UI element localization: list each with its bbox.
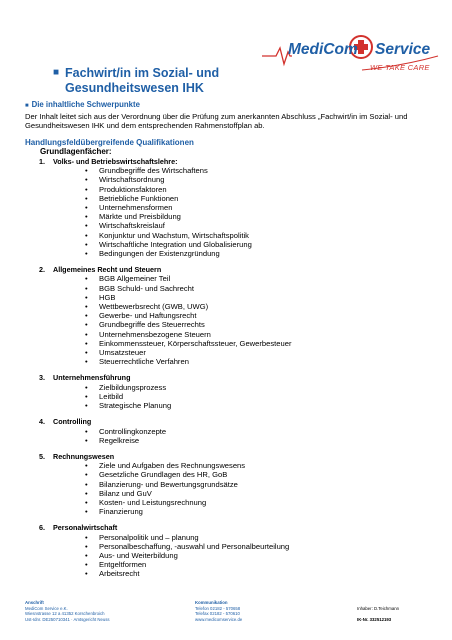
qualifications-subheading: Grundlagenfächer: [40, 146, 112, 156]
list-item: • Wirtschaftliche Integration und Globalisierung [85, 240, 430, 249]
module-items [85, 166, 430, 258]
module-title [25, 417, 430, 426]
module-number: 4. [39, 417, 45, 427]
module-section [25, 157, 430, 258]
title-line-2: Gesundheitswesen IHK [65, 81, 204, 95]
list-item: • Gewerbe- und Haftungsrecht [85, 311, 430, 320]
list-item: • Ziele und Aufgaben des Rechnungswesens [85, 461, 430, 470]
module-section [25, 265, 430, 366]
module-title-text: Controlling [53, 417, 92, 427]
intro-text: Der Inhalt leitet sich aus der Verordnung über die Prüfung zum anerkannten Abschluss „Fachwirt/in im Sozial- und Gesundheitswesen IHK und dem entsprechenden Rahmenstoffplan ab. [25, 112, 408, 131]
list-item: • Konjunktur und Wachstum, Wirtschaftspolitik [85, 231, 430, 240]
list-item: • Leitbild [85, 392, 430, 401]
list-item: • Strategische Planung [85, 401, 430, 410]
module-items [85, 274, 430, 366]
list-item: • Entgeltformen [85, 560, 430, 569]
list-item: • Grundbegriffe des Wirtschaftens [85, 166, 430, 175]
module-items [85, 427, 430, 445]
module-section [25, 523, 430, 578]
footer-owner [357, 600, 399, 622]
module-title-text: Personalwirtschaft [53, 523, 118, 533]
footer-phone: Telefon 02182 - 570658 [195, 605, 241, 611]
list-item: • Wirtschaftsordnung [85, 175, 430, 184]
footer-communication-heading: Kommunikation [195, 600, 228, 605]
module-title-text: Unternehmensführung [53, 373, 131, 383]
footer-fax: Telefax 02182 - 570610 [195, 611, 240, 616]
module-title [25, 157, 430, 166]
footer-ik-number: IK-Nr. 332512193 [357, 616, 392, 622]
module-title-text: Rechnungswesen [53, 451, 115, 461]
page-title [53, 66, 265, 96]
list-item: • Controllingkonzepte [85, 427, 430, 436]
list-item: • Gesetzliche Grundlagen des HR, GoB [85, 470, 430, 479]
footer-address-line: MediCom Service e.K. [25, 605, 68, 611]
footer-owner-name: Inhaber: D.Teichmann [357, 605, 400, 611]
module-section [25, 417, 430, 445]
module-number: 1. [39, 157, 45, 167]
square-bullet-icon: ■ [53, 67, 60, 78]
list-item: • Bilanzierung- und Bewertungsgrundsätze [85, 480, 430, 489]
footer-website: www.medicomservice.de [195, 616, 243, 622]
qualifications-heading: Handlungsfeldübergreifende Qualifikationen [25, 137, 194, 147]
list-item: • Personalpolitik und – planung [85, 533, 430, 542]
list-item: • Unternehmensbezogene Steuern [85, 330, 430, 339]
list-item: • Regelkreise [85, 436, 430, 445]
footer-address-line: Wiesnstrasse 12 a 41352 Korschenbroich [25, 611, 105, 616]
list-item: • Märkte und Preisbildung [85, 212, 430, 221]
title-line-1: Fachwirt/in im Sozial- und [65, 66, 220, 80]
logo-tagline: WE TAKE CARE [370, 63, 430, 72]
document-body [25, 100, 430, 586]
footer-communication [195, 600, 242, 622]
intro-heading [25, 100, 430, 111]
list-item: • Arbeitsrecht [85, 569, 430, 578]
list-item: • Bilanz und GuV [85, 489, 430, 498]
module-title [25, 452, 430, 461]
module-number: 6. [39, 523, 45, 533]
list-item: • Grundbegriffe des Steuerrechts [85, 320, 430, 329]
module-number: 2. [39, 265, 45, 275]
square-bullet-icon: ■ [25, 103, 29, 109]
module-title [25, 265, 430, 274]
list-item: • Kosten- und Leistungsrechnung [85, 498, 430, 507]
module-items [85, 461, 430, 516]
list-item: • Zielbildungsprozess [85, 383, 430, 392]
module-items [85, 533, 430, 579]
list-item: • Unternehmensformen [85, 203, 430, 212]
list-item: • Umsatzsteuer [85, 348, 430, 357]
list-item: • Aus- und Weiterbildung [85, 551, 430, 560]
list-item: • Produktionsfaktoren [85, 185, 430, 194]
list-item: • Personalbeschaffung, -auswahl und Personalbeurteilung [85, 542, 430, 551]
module-items [85, 383, 430, 411]
logo-text-right: Service [375, 41, 431, 58]
module-title [25, 373, 430, 382]
list-item: • Steuerrechtliche Verfahren [85, 357, 430, 366]
list-item: • BGB Allgemeiner Teil [85, 274, 430, 283]
medicom-logo [262, 26, 440, 78]
module-title-text: Volks- und Betriebswirtschaftslehre: [53, 157, 178, 167]
footer-address-line: Ust-Idnr. DE250710341 · Amtsgericht Neuss [25, 616, 110, 622]
list-item: • Wirtschaftskreislauf [85, 221, 430, 230]
list-item: • HGB [85, 293, 430, 302]
module-section [25, 373, 430, 410]
logo-text-left: MediCom [288, 41, 358, 58]
list-item: • Einkommenssteuer, Körperschaftssteuer, Gewerbesteuer [85, 339, 430, 348]
list-item: • Finanzierung [85, 507, 430, 516]
list-item: • BGB Schuld- und Sachrecht [85, 284, 430, 293]
list-item: • Wettbewerbsrecht (GWB, UWG) [85, 302, 430, 311]
intro-heading-text: Die inhaltliche Schwerpunkte [31, 100, 140, 109]
module-title [25, 523, 430, 532]
list-item: • Betriebliche Funktionen [85, 194, 430, 203]
module-number: 3. [39, 373, 45, 383]
module-list [25, 157, 430, 579]
module-section [25, 452, 430, 516]
module-number: 5. [39, 451, 45, 461]
footer-address [25, 600, 110, 622]
footer-address-heading: Anschrift [25, 600, 44, 605]
module-title-text: Allgemeines Recht und Steuern [53, 265, 162, 275]
list-item: • Bedingungen der Existenzgründung [85, 249, 430, 258]
